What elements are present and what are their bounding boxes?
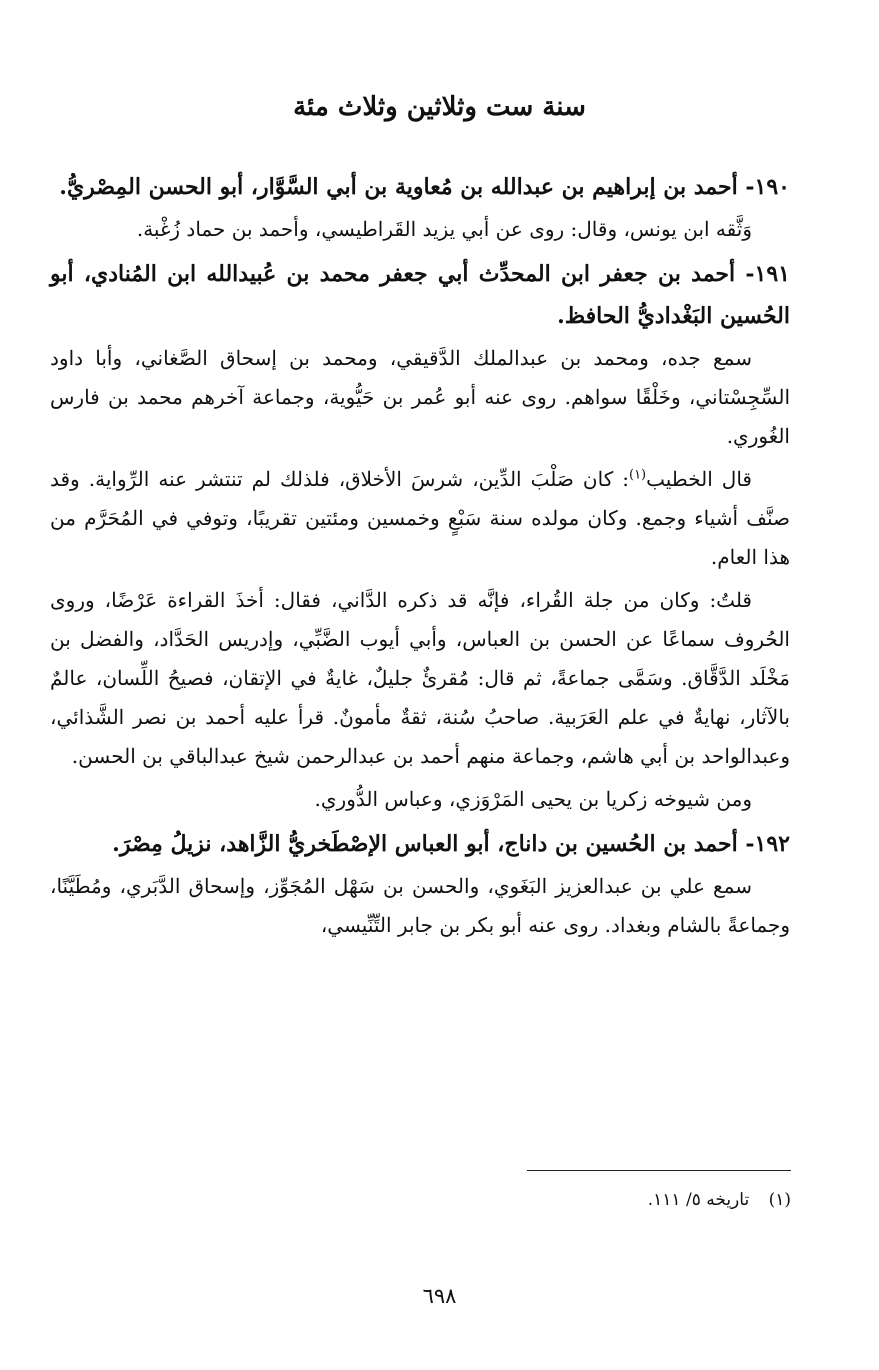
entry-190 <box>50 166 790 249</box>
footnote-reference[interactable]: (١) <box>628 467 647 483</box>
entry-191 <box>50 253 790 819</box>
entry-title-text: أحمد بن جعفر ابن المحدِّث أبي جعفر محمد بن عُبيدالله ابن المُنادي، أبو الحُسين البَغْداديُّ الحافظ. <box>50 261 790 329</box>
footnote-mark: (١) <box>768 1190 791 1210</box>
entry-paragraph: وَثَّقه ابن يونس، وقال: روى عن أبي يزيد القَراطيسي، وأحمد بن حماد زُغْبة. <box>136 217 752 241</box>
entry-paragraph: قلتُ: وكان من جلة القُراء، فإنَّه قد ذكره الدَّاني، فقال: أخذَ القراءة عَرْضًا، وروى الحُروف سماعًا عن الحسن بن العباس، وأبي أيوب الضَّبِّي، وإدريس الحَدَّاد، والفضل بن مَخْلَد الدَّقَّاق. وسَمَّى جماعةً، ثم قال: مُقرئٌ جليلٌ، غايةٌ في الإتقان، فصيحُ اللِّسان، عالمٌ بالآثار، نهايةٌ في علم العَرَبية. صاحبُ سُنة، ثقةٌ مأمونٌ. قرأ عليه أحمد بن نصر الشَّذائي، وعبدالواحد بن أبي هاشم، وجماعة منهم أحمد بن عبدالرحمن شيخ عبدالباقي بن الحسن. <box>50 588 790 768</box>
entry-paragraph-with-footnote <box>50 460 790 577</box>
page-heading: سنة ست وثلاثين وثلاث مئة <box>293 92 586 122</box>
entry-paragraph: ومن شيوخه زكريا بن يحيى المَرْوَزي، وعباس الدُّوري. <box>314 787 752 811</box>
paragraph-rest: : كان صَلْبَ الدِّين، شرسَ الأخلاق، فلذلك لم تنتشر عنه الرِّواية. وقد صنَّف أشياء وجمع. وكان مولده سنة سَبْعٍ وخمسين ومئتين تقريبًا، وتوفي في المُحَرَّم من هذا العام. <box>50 467 790 569</box>
entry-title <box>50 253 790 337</box>
entry-title-text: أحمد بن إبراهيم بن عبدالله بن مُعاوية بن أبي السَّوَّار، أبو الحسن المِصْريُّ. <box>59 174 738 200</box>
entry-number: ١٩١- <box>745 261 790 287</box>
entry-title-text: أحمد بن الحُسين بن داناج، أبو العباس الإصْطَخريُّ الزَّاهد، نزيلُ مِصْرَ. <box>112 831 738 857</box>
entry-title <box>50 823 790 865</box>
footnote-divider <box>527 1170 791 1171</box>
entry-192 <box>50 823 790 945</box>
page-body <box>50 166 790 949</box>
footnote <box>291 1190 791 1210</box>
page-number: ٦٩٨ <box>422 1284 457 1308</box>
entry-paragraph: سمع جده، ومحمد بن عبدالملك الدَّقيقي، ومحمد بن إسحاق الصَّغاني، وأبا داود السِّجِسْتاني، وخَلْقًا سواهم. روى عنه أبو عُمر بن حَيُّوية، وجماعة آخرهم محمد بن فارس الغُوري. <box>50 346 790 448</box>
entry-title <box>50 166 790 208</box>
footnote-text: تاريخه ٥/ ١١١. <box>647 1190 750 1210</box>
paragraph-lead: قال الخطيب <box>646 467 752 491</box>
entry-number: ١٩٠- <box>745 174 790 200</box>
entry-number: ١٩٢- <box>745 831 790 857</box>
entry-paragraph: سمع علي بن عبدالعزيز البَغَوي، والحسن بن سَهْل المُجَوِّز، وإسحاق الدَّبَري، ومُطَيَّنًا، وجماعةً بالشام وبغداد. روى عنه أبو بكر بن جابر التِّنِّيسي، <box>50 874 790 937</box>
